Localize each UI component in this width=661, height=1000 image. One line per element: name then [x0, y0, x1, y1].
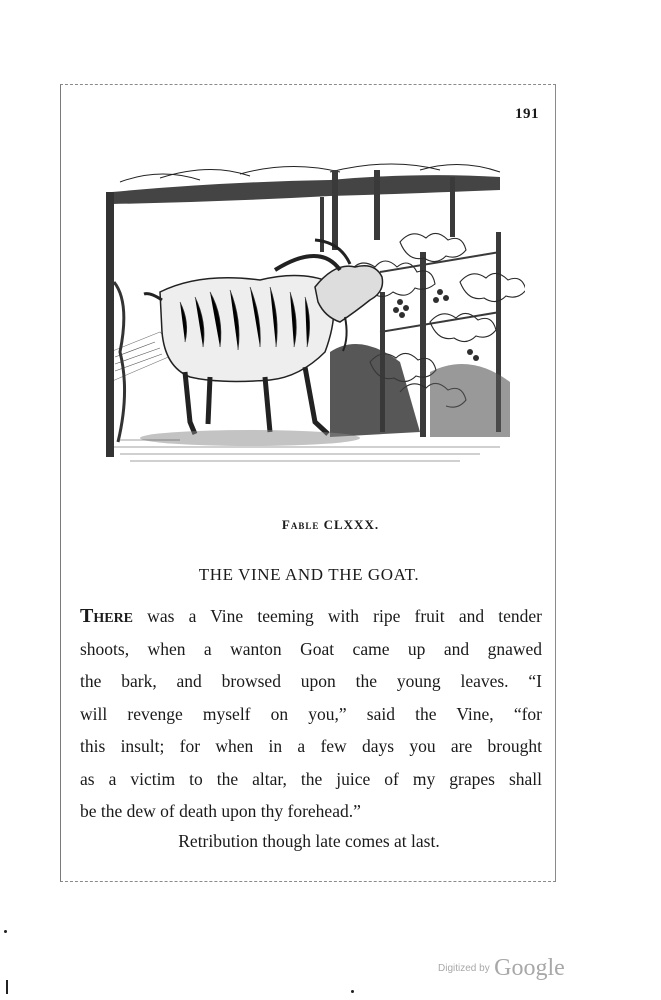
watermark-prefix: Digitized by: [438, 963, 490, 974]
body-line-6: as a victim to the altar, the juice of my grapes shall: [80, 768, 542, 789]
scan-mark-left: [6, 980, 8, 994]
body-line-5: this insult; for when in a few days you are brought: [80, 736, 542, 756]
fable-number: Fable CLXXX.: [281, 517, 380, 532]
fable-moral: Retribution though late comes at last.: [178, 831, 440, 851]
scan-mark-bottom-dot: [351, 990, 354, 993]
fable-body: [80, 600, 542, 828]
left-post: [106, 192, 114, 457]
fable-title: THE VINE AND THE GOAT.: [198, 565, 420, 584]
body-line-3: the bark, and browsed upon the young leaves. “I: [80, 671, 542, 691]
vine-and-goat-illustration: [100, 152, 525, 472]
body-line-4: will revenge myself on you,” said the Vine, “for: [80, 703, 542, 724]
body-line-1-text: was a Vine teeming with ripe fruit and tender: [133, 606, 542, 626]
body-line-2: shoots, when a wanton Goat came up and gnawed: [80, 638, 542, 659]
scan-mark-left-dot: [4, 930, 7, 933]
body-first-word: There: [80, 605, 134, 627]
body-line-7: be the dew of death upon thy forehead.”: [80, 801, 361, 821]
watermark-brand: Google: [494, 955, 565, 981]
digitized-by-google-watermark: [438, 955, 565, 982]
pergola-beam: [112, 175, 500, 204]
body-line-1: [80, 600, 542, 633]
page-number: 191: [515, 106, 539, 122]
